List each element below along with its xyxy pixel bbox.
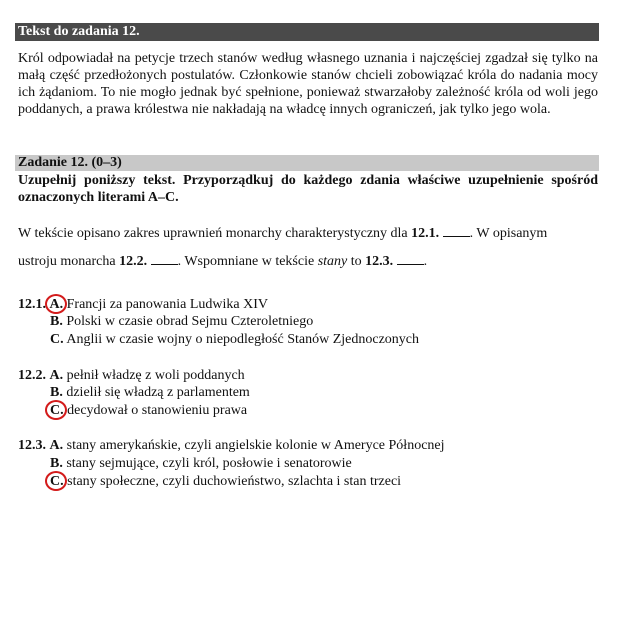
gap-blank: [151, 254, 178, 265]
option-letter: B.: [50, 385, 63, 400]
fill-text: to: [347, 254, 366, 269]
option-letter: A.: [49, 368, 64, 383]
option-text: pełnił władzę z woli poddanych: [66, 368, 245, 383]
question-12-3-option-b[interactable]: [50, 455, 352, 472]
fill-line-1: [18, 226, 547, 242]
option-letter: A.: [49, 297, 64, 312]
answer-mark-circle: [45, 471, 67, 491]
option-letter: B.: [50, 456, 63, 471]
fill-text: .: [423, 254, 428, 269]
question-number: 12.2.: [18, 368, 46, 383]
text-section-header: Tekst do zadania 12.: [15, 23, 599, 41]
question-12-1-option-c[interactable]: [50, 331, 419, 348]
gap-ref: 12.2.: [119, 254, 148, 269]
option-text: Anglii w czasie wojny o niepodległość Stanów Zjednoczonych: [66, 332, 419, 347]
fill-line-2: [18, 254, 427, 270]
fill-text: W tekście opisano zakres uprawnień monarchy charakterystyczny dla: [18, 226, 412, 241]
option-letter: C.: [50, 403, 64, 418]
option-letter: B.: [50, 314, 63, 329]
fill-text: . W opisanym: [469, 226, 548, 241]
option-text: stany sejmujące, czyli król, posłowie i senatorowie: [66, 456, 352, 471]
option-text: stany społeczne, czyli duchowieństwo, szlachta i stan trzeci: [67, 474, 402, 489]
question-12-2-option-c[interactable]: [50, 402, 247, 419]
task-instruction: Uzupełnij poniższy tekst. Przyporządkuj do każdego zdania właściwe uzupełnienie spośród oznaczonych literami A–C.: [18, 173, 598, 205]
fill-text: . Wspomniane w tekście: [177, 254, 318, 269]
source-text: Król odpowiadał na petycje trzech stanów według własnego uznania i najczęściej zgadzał się tylko na małą część przedłożonych postulatów. Członkowie stanów chcieli zobowiązać króla do nadania mocy ich żądaniom. To nie mogło jednak być spełnione, ponieważ stwarzałoby zależność króla od woli jego poddanych, a prawa królestwa nie nakładają na władcę innych ograniczeń, jak tylko jego wola.: [18, 51, 598, 117]
option-text: Polski w czasie obrad Sejmu Czteroletniego: [66, 314, 314, 329]
question-12-3-option-c[interactable]: [50, 473, 401, 490]
option-text: Francji za panowania Ludwika XIV: [66, 297, 268, 312]
option-letter: C.: [50, 474, 64, 489]
task-header: Zadanie 12. (0–3): [15, 155, 599, 171]
option-text: decydował o stanowieniu prawa: [67, 403, 248, 418]
fill-text: ustroju monarcha: [18, 254, 120, 269]
gap-blank: [443, 226, 470, 237]
question-12-1-option-b[interactable]: [50, 313, 313, 330]
gap-blank: [397, 254, 424, 265]
gap-ref: 12.1.: [411, 226, 440, 241]
option-text: stany amerykańskie, czyli angielskie kolonie w Ameryce Północnej: [66, 438, 445, 453]
option-letter: A.: [49, 438, 64, 453]
question-12-3-option-a[interactable]: [18, 437, 445, 454]
gap-ref: 12.3.: [365, 254, 394, 269]
option-text: dzielił się władzą z parlamentem: [66, 385, 250, 400]
question-number: 12.3.: [18, 438, 46, 453]
option-letter: C.: [50, 332, 64, 347]
fill-italic: stany: [317, 254, 348, 269]
question-number: 12.1.: [18, 297, 46, 312]
answer-mark-circle: [45, 400, 67, 420]
question-12-2-option-b[interactable]: [50, 384, 250, 401]
question-12-2-option-a[interactable]: [18, 367, 245, 384]
answer-mark-circle: [45, 294, 67, 314]
